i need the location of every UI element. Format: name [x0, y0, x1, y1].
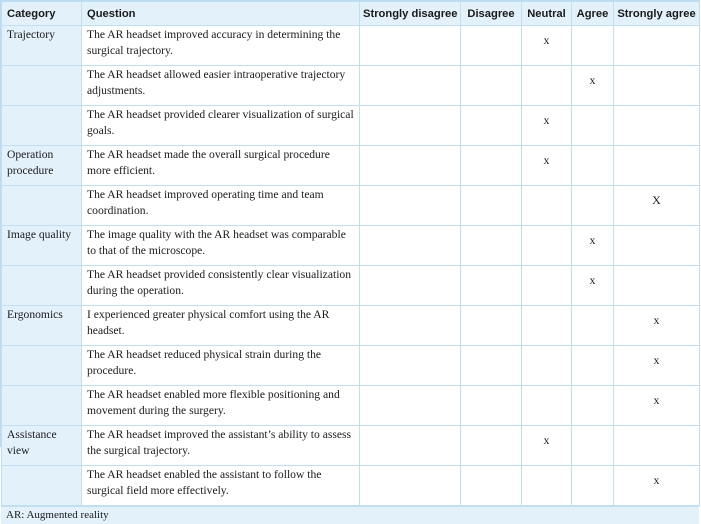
neutral-cell — [522, 386, 572, 426]
question-cell: The AR headset improved the assistant’s ability to assess the surgical trajectory. — [82, 426, 360, 466]
table-footnote: AR: Augmented reality — [1, 506, 699, 524]
neutral-cell — [522, 306, 572, 346]
header-strongly-agree: Strongly agree — [614, 2, 700, 26]
disagree-cell — [461, 186, 522, 226]
agree-cell: x — [572, 266, 614, 306]
category-cell — [2, 466, 82, 506]
disagree-cell — [461, 266, 522, 306]
strongly-agree-cell — [614, 66, 700, 106]
neutral-cell — [522, 346, 572, 386]
category-cell: Assistance view — [2, 426, 82, 466]
neutral-cell — [522, 266, 572, 306]
strongly-disagree-cell — [360, 426, 461, 466]
category-cell — [2, 106, 82, 146]
strongly-agree-cell — [614, 266, 700, 306]
agree-cell — [572, 466, 614, 506]
table-row — [2, 66, 700, 106]
category-cell — [2, 266, 82, 306]
table-row — [2, 26, 700, 66]
category-cell: Ergonomics — [2, 306, 82, 346]
disagree-cell — [461, 146, 522, 186]
disagree-cell — [461, 386, 522, 426]
question-cell: I experienced greater physical comfort using the AR headset. — [82, 306, 360, 346]
survey-table — [1, 1, 700, 506]
question-cell: The AR headset allowed easier intraoperative trajectory adjustments. — [82, 66, 360, 106]
question-cell: The AR headset improved accuracy in determining the surgical trajectory. — [82, 26, 360, 66]
neutral-cell: x — [522, 426, 572, 466]
header-question: Question — [82, 2, 360, 26]
strongly-disagree-cell — [360, 306, 461, 346]
table-row — [2, 226, 700, 266]
disagree-cell — [461, 426, 522, 466]
strongly-agree-cell — [614, 226, 700, 266]
agree-cell — [572, 346, 614, 386]
category-cell — [2, 386, 82, 426]
header-strongly-disagree: Strongly disagree — [360, 2, 461, 26]
strongly-agree-cell: x — [614, 466, 700, 506]
disagree-cell — [461, 466, 522, 506]
header-row — [2, 2, 700, 26]
neutral-cell: x — [522, 26, 572, 66]
strongly-disagree-cell — [360, 386, 461, 426]
disagree-cell — [461, 106, 522, 146]
neutral-cell — [522, 186, 572, 226]
agree-cell — [572, 106, 614, 146]
agree-cell — [572, 146, 614, 186]
strongly-disagree-cell — [360, 226, 461, 266]
header-neutral: Neutral — [522, 2, 572, 26]
header-agree: Agree — [572, 2, 614, 26]
header-disagree: Disagree — [461, 2, 522, 26]
disagree-cell — [461, 26, 522, 66]
question-cell: The AR headset reduced physical strain during the procedure. — [82, 346, 360, 386]
table-row — [2, 106, 700, 146]
strongly-disagree-cell — [360, 66, 461, 106]
category-cell — [2, 186, 82, 226]
strongly-agree-cell — [614, 106, 700, 146]
table-row — [2, 146, 700, 186]
agree-cell: x — [572, 226, 614, 266]
question-cell: The AR headset enabled more flexible positioning and movement during the surgery. — [82, 386, 360, 426]
agree-cell — [572, 26, 614, 66]
table-row — [2, 346, 700, 386]
strongly-agree-cell — [614, 426, 700, 466]
strongly-disagree-cell — [360, 186, 461, 226]
question-cell: The AR headset provided clearer visualization of surgical goals. — [82, 106, 360, 146]
neutral-cell — [522, 226, 572, 266]
agree-cell — [572, 386, 614, 426]
strongly-agree-cell: X — [614, 186, 700, 226]
disagree-cell — [461, 226, 522, 266]
table-row — [2, 186, 700, 226]
strongly-disagree-cell — [360, 466, 461, 506]
neutral-cell: x — [522, 146, 572, 186]
strongly-disagree-cell — [360, 346, 461, 386]
strongly-agree-cell: x — [614, 306, 700, 346]
disagree-cell — [461, 66, 522, 106]
table-row — [2, 306, 700, 346]
agree-cell — [572, 306, 614, 346]
table-row — [2, 266, 700, 306]
header-category: Category — [2, 2, 82, 26]
strongly-disagree-cell — [360, 26, 461, 66]
neutral-cell: x — [522, 106, 572, 146]
neutral-cell — [522, 466, 572, 506]
table-row — [2, 426, 700, 466]
strongly-disagree-cell — [360, 106, 461, 146]
strongly-disagree-cell — [360, 146, 461, 186]
category-cell: Trajectory — [2, 26, 82, 66]
category-cell — [2, 346, 82, 386]
strongly-agree-cell — [614, 146, 700, 186]
table-row — [2, 386, 700, 426]
question-cell: The AR headset enabled the assistant to follow the surgical field more effectively. — [82, 466, 360, 506]
disagree-cell — [461, 306, 522, 346]
strongly-agree-cell — [614, 26, 700, 66]
agree-cell — [572, 186, 614, 226]
neutral-cell — [522, 66, 572, 106]
strongly-agree-cell: x — [614, 346, 700, 386]
category-cell: Operation procedure — [2, 146, 82, 186]
strongly-agree-cell: x — [614, 386, 700, 426]
strongly-disagree-cell — [360, 266, 461, 306]
question-cell: The AR headset made the overall surgical procedure more efficient. — [82, 146, 360, 186]
agree-cell: x — [572, 66, 614, 106]
category-cell — [2, 66, 82, 106]
category-cell: Image quality — [2, 226, 82, 266]
agree-cell — [572, 426, 614, 466]
disagree-cell — [461, 346, 522, 386]
question-cell: The AR headset improved operating time and team coordination. — [82, 186, 360, 226]
table-row — [2, 466, 700, 506]
question-cell: The image quality with the AR headset was comparable to that of the microscope. — [82, 226, 360, 266]
question-cell: The AR headset provided consistently clear visualization during the operation. — [82, 266, 360, 306]
